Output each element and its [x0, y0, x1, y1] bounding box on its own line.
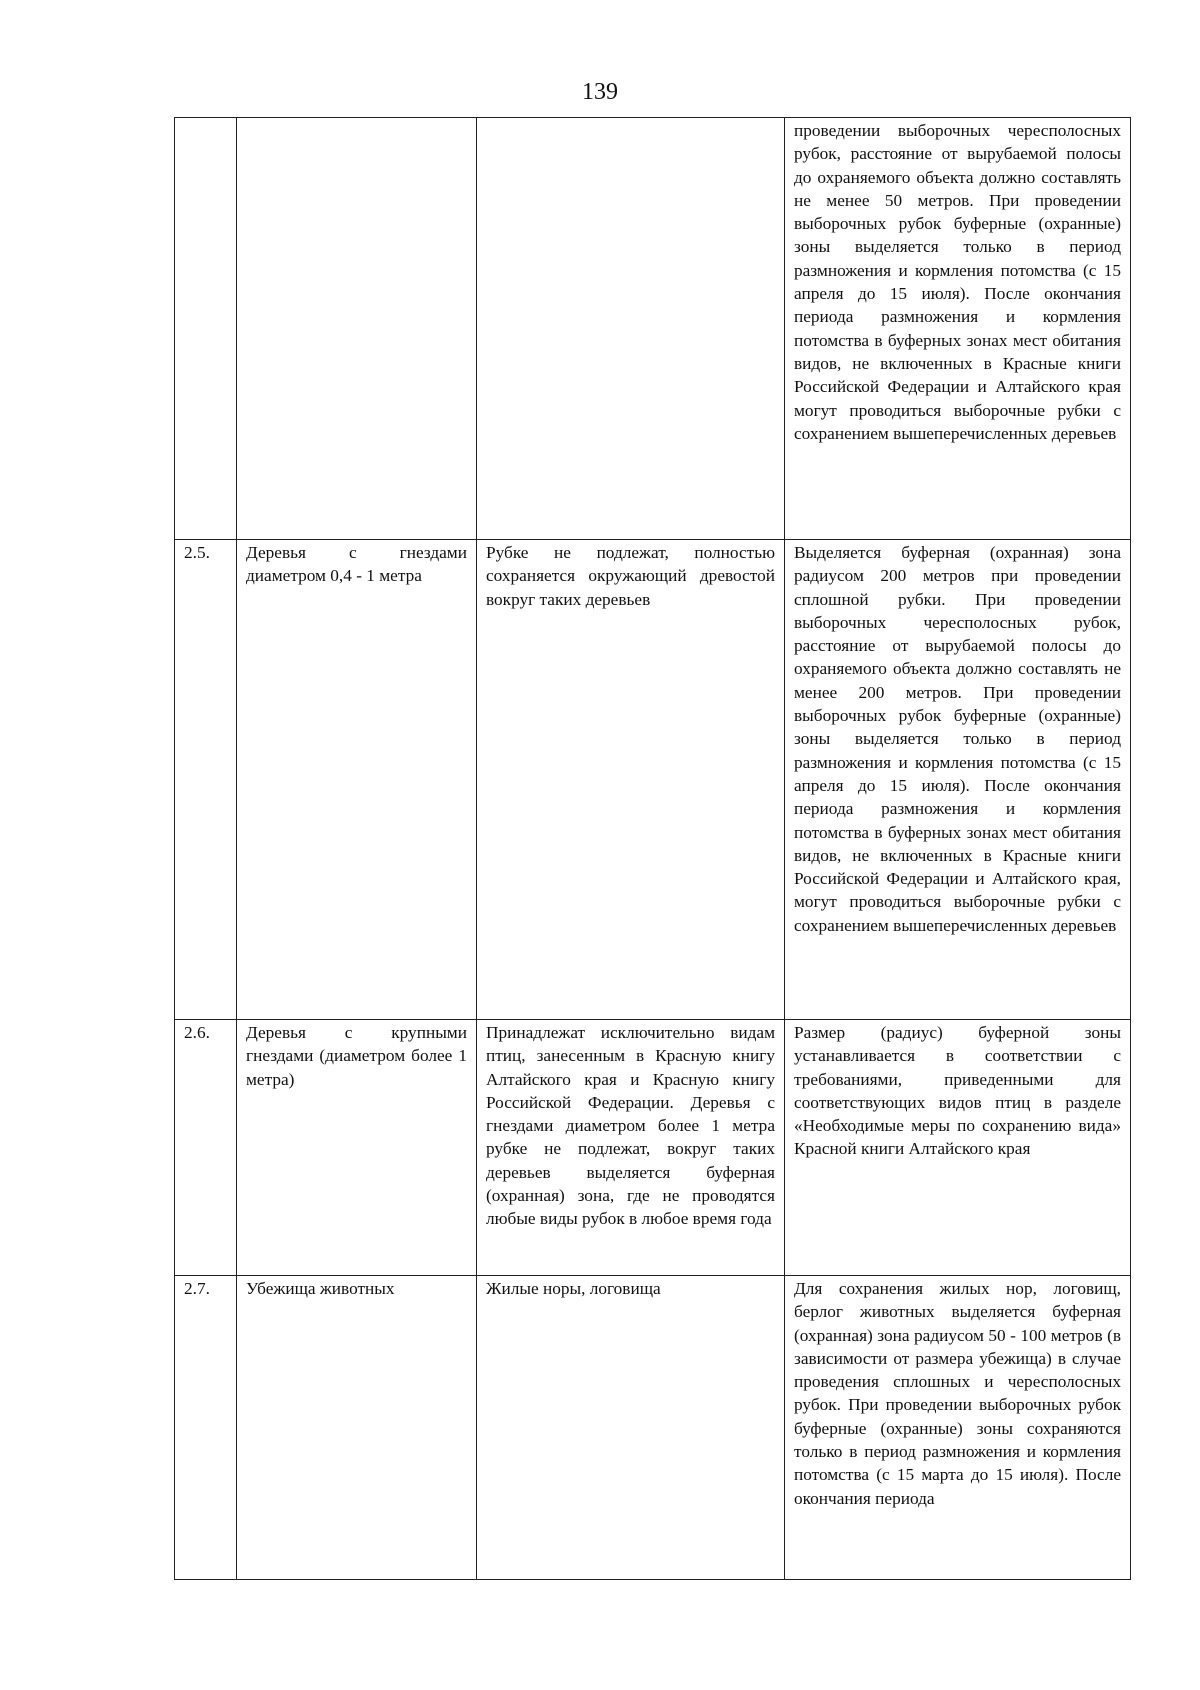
protection-note: Жилые норы, логовища: [477, 1276, 785, 1580]
page-number: 139: [582, 79, 618, 105]
row-number: [175, 118, 237, 540]
row-number: 2.5.: [175, 540, 237, 1020]
table-row: [175, 1020, 1131, 1276]
protection-measure: Размер (радиус) буферной зоны устанавливается в соответствии с требованиями, приведенными для соответствующих видов птиц в разделе «Необходимые меры по сохранению вида» Красной книги Алтайского края: [785, 1020, 1131, 1276]
protected-object: Деревья с гнездами диаметром 0,4 - 1 метра: [237, 540, 477, 1020]
protected-object: [237, 118, 477, 540]
protection-measure: проведении выборочных чересполосных рубок, расстояние от вырубаемой полосы до охраняемого объекта должно составлять не менее 50 метров. При проведении выборочных рубок буферные (охранные) зоны выделяется только в период размножения и кормления потомства (с 15 апреля до 15 июля). После окончания периода размножения и кормления потомства в буферных зонах мест обитания видов, не включенных в Красные книги Российской Федерации и Алтайского края могут проводиться выборочные рубки с сохранением вышеперечисленных деревьев: [785, 118, 1131, 540]
row-number: 2.6.: [175, 1020, 237, 1276]
table-row: [175, 1276, 1131, 1580]
protection-measure: Выделяется буферная (охранная) зона радиусом 200 метров при проведении сплошной рубки. При проведении выборочных чересполосных рубок, расстояние от вырубаемой полосы до охраняемого объекта должно составлять не менее 200 метров. При проведении выборочных рубок буферные (охранные) зоны выделяется только в период размножения и кормления потомства (с 15 апреля до 15 июля). После окончания периода размножения и кормления потомства в буферных зонах мест обитания видов, не включенных в Красные книги Российской Федерации и Алтайского края, могут проводиться выборочные рубки с сохранением вышеперечисленных деревьев: [785, 540, 1131, 1020]
protection-note: Принадлежат исключительно видам птиц, занесенным в Красную книгу Алтайского края и Красную книгу Российской Федерации. Деревья с гнездами диаметром более 1 метра рубке не подлежат, вокруг таких деревьев выделяется буферная (охранная) зона, где не проводятся любые виды рубок в любое время года: [477, 1020, 785, 1276]
protection-measures-table: [174, 117, 1131, 1580]
protected-object: Убежища животных: [237, 1276, 477, 1580]
table-row: [175, 540, 1131, 1020]
protection-measure: Для сохранения жилых нор, логовищ, берлог животных выделяется буферная (охранная) зона радиусом 50 - 100 метров (в зависимости от размера убежища) в случае проведения сплошных и чересполосных рубок. При проведении выборочных рубок буферные (охранные) зоны сохраняются только в период размножения и кормления потомства (с 15 марта до 15 июля). После окончания периода: [785, 1276, 1131, 1580]
row-number: 2.7.: [175, 1276, 237, 1580]
protection-note: [477, 118, 785, 540]
table-row: [175, 118, 1131, 540]
protected-object: Деревья с крупными гнездами (диаметром более 1 метра): [237, 1020, 477, 1276]
protection-note: Рубке не подлежат, полностью сохраняется окружающий древостой вокруг таких деревьев: [477, 540, 785, 1020]
